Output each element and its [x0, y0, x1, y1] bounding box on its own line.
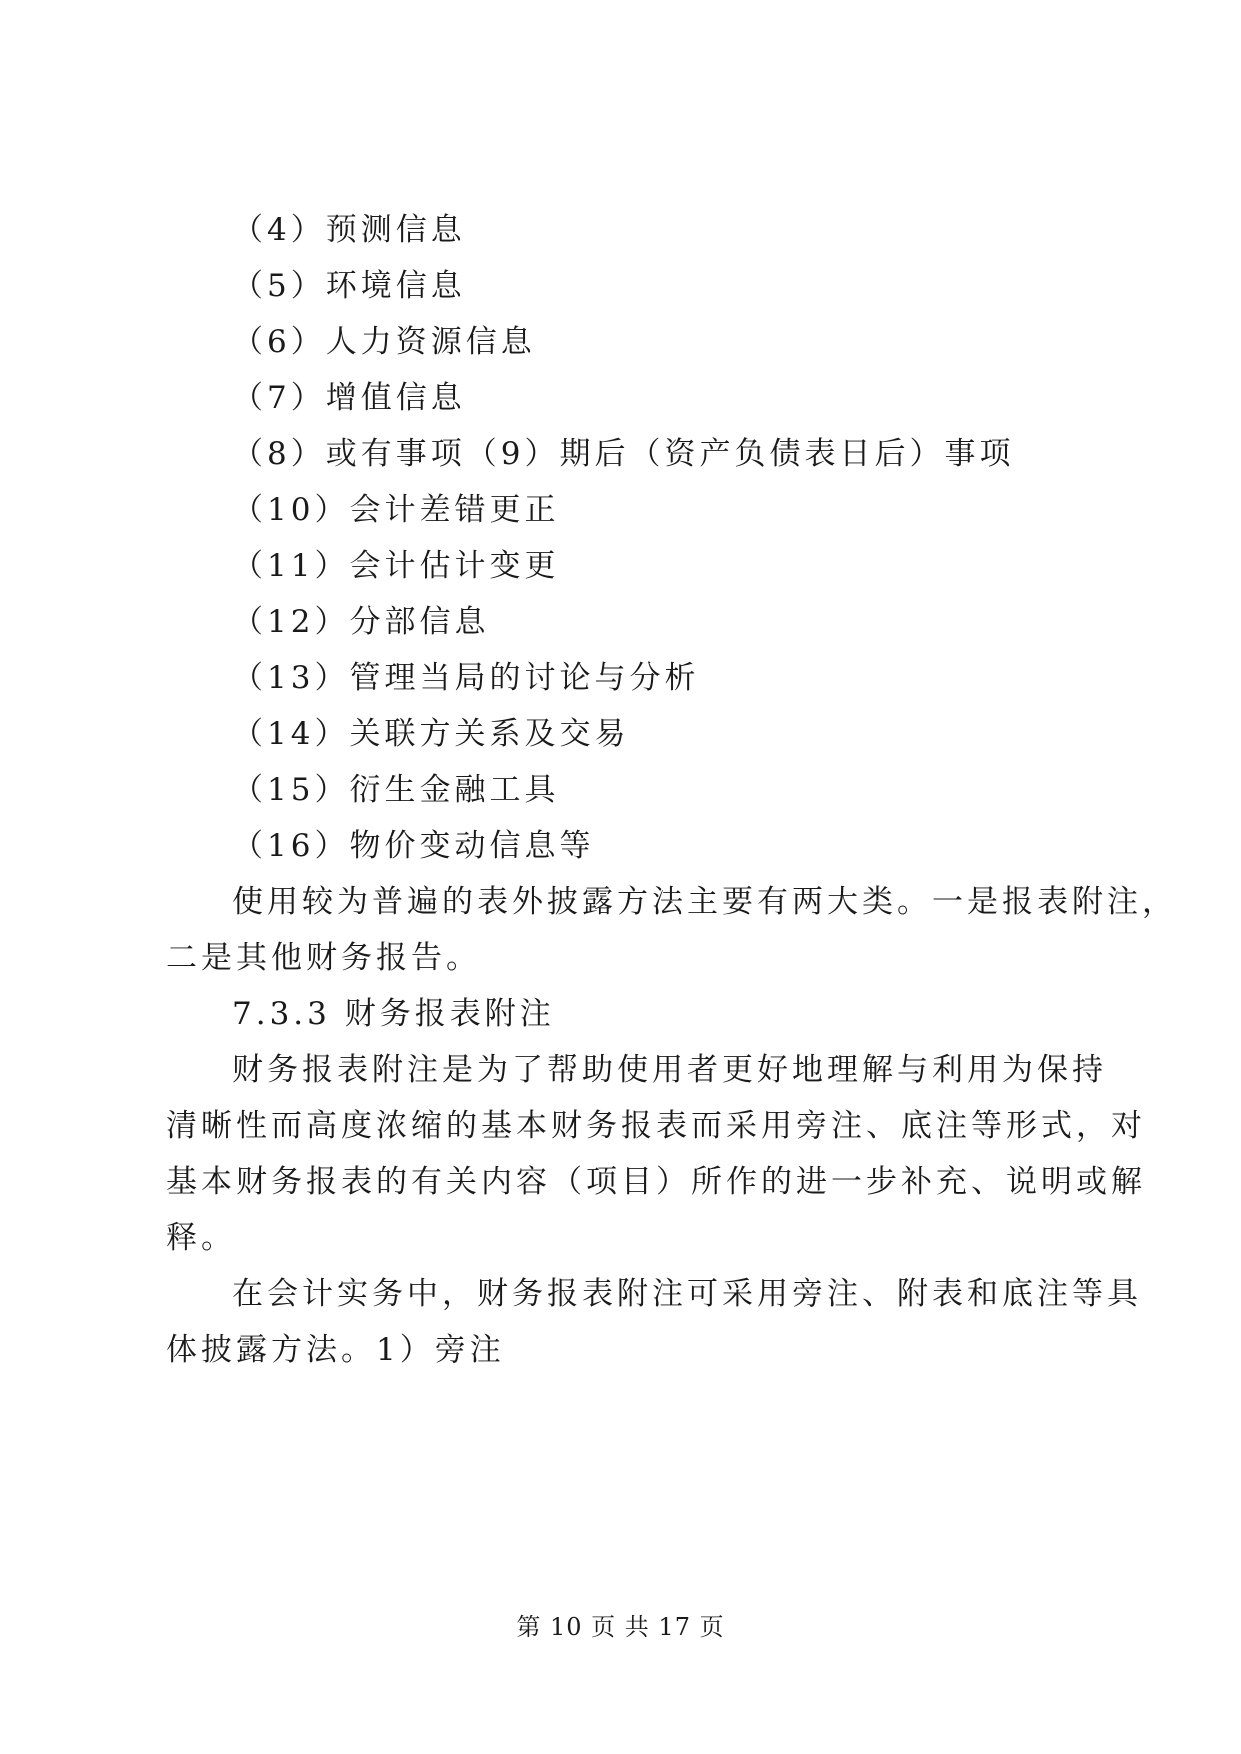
section-heading: 7.3.3 财务报表附注: [232, 996, 555, 1032]
paragraph-line: 使用较为普遍的表外披露方法主要有两大类。一是报表附注，: [232, 884, 1177, 920]
list-item: （14）关联方关系及交易: [232, 716, 630, 752]
paragraph-line: 在会计实务中，财务报表附注可采用旁注、附表和底注等具: [232, 1276, 1142, 1312]
list-item: （7）增值信息: [232, 380, 466, 416]
paragraph-line: 财务报表附注是为了帮助使用者更好地理解与利用为保持: [232, 1052, 1107, 1088]
list-item: （12）分部信息: [232, 604, 490, 640]
list-item: （6）人力资源信息: [232, 324, 536, 360]
paragraph-line: 基本财务报表的有关内容（项目）所作的进一步补充、说明或解: [166, 1164, 1146, 1200]
list-item: （13）管理当局的讨论与分析: [232, 660, 700, 696]
list-item: （16）物价变动信息等: [232, 828, 595, 864]
paragraph-line: 体披露方法。1）旁注: [166, 1332, 505, 1368]
paragraph-line: 二是其他财务报告。: [166, 940, 481, 976]
paragraph-line: 释。: [166, 1220, 236, 1256]
list-item: （15）衍生金融工具: [232, 772, 560, 808]
page-footer: 第 10 页 共 17 页: [516, 1613, 725, 1641]
paragraph-line: 清晰性而高度浓缩的基本财务报表而采用旁注、底注等形式，对: [166, 1108, 1146, 1144]
list-item: （5）环境信息: [232, 268, 466, 304]
list-item: （8）或有事项（9）期后（资产负债表日后）事项: [232, 436, 1015, 472]
list-item: （4）预测信息: [232, 212, 466, 248]
list-item: （11）会计估计变更: [232, 548, 560, 584]
list-item: （10）会计差错更正: [232, 492, 560, 528]
